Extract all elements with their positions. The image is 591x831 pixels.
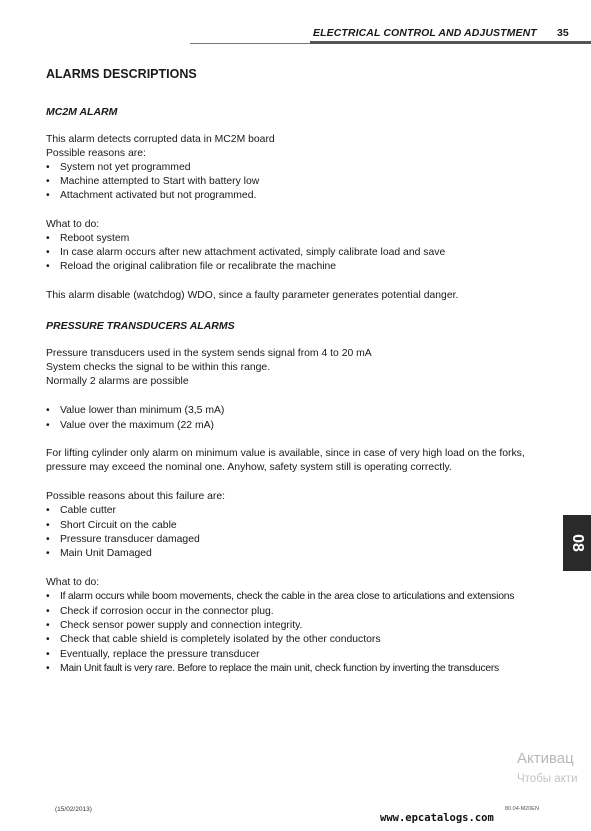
footer-date: (15/02/2013) [55,806,92,813]
page-title: ALARMS DESCRIPTIONS [46,67,197,81]
chapter-tab: 08 [563,515,591,571]
list-item: • In case alarm occurs after new attachment activated, simply calibrate load and save [46,247,446,258]
list-item: • Eventually, replace the pressure transducer [46,649,260,660]
section-title-pressure: PRESSURE TRANSDUCERS ALARMS [46,320,235,332]
list-item: • Check if corrosion occur in the connector plug. [46,606,274,617]
list-item: • Main Unit Damaged [46,548,152,559]
mc2m-intro-1: This alarm detects corrupted data in MC2M board [46,134,275,145]
list-item: • System not yet programmed [46,162,191,173]
list-item: • Short Circuit on the cable [46,520,177,531]
activation-watermark-line2: Чтобы акти [517,773,578,785]
list-item: • If alarm occurs while boom movements, check the cable in the area close to articulations and extensions [46,591,515,602]
mc2m-intro-2: Possible reasons are: [46,148,146,159]
list-item: • Check sensor power supply and connection integrity. [46,620,303,631]
header-title: ELECTRICAL CONTROL AND ADJUSTMENT [313,27,537,39]
list-item: • Value over the maximum (22 mA) [46,420,214,431]
pressure-intro-3: Normally 2 alarms are possible [46,376,189,387]
footer-site-link[interactable]: www.epcatalogs.com [380,812,494,824]
footer-code: 80.04-M20EN [505,806,539,812]
page-number: 35 [557,27,569,39]
pressure-note-1: For lifting cylinder only alarm on minimum value is available, since in case of very high load on the forks, [46,448,525,459]
list-item: • Value lower than minimum (3,5 mA) [46,405,225,416]
pressure-reasons-label: Possible reasons about this failure are: [46,491,226,502]
pressure-note-2: pressure may exceed the nominal one. Anyhow, safety system still is operating correctly. [46,462,452,473]
list-item: • Pressure transducer damaged [46,534,200,545]
list-item: • Attachment activated but not programmed. [46,190,257,201]
pressure-todo-label: What to do: [46,577,100,588]
mc2m-note: This alarm disable (watchdog) WDO, since a faulty parameter generates potential danger. [46,290,459,301]
pressure-intro-1: Pressure transducers used in the system sends signal from 4 to 20 mA [46,348,372,359]
list-item: • Main Unit fault is very rare. Before to replace the main unit, check function by inverting the transducers [46,663,499,674]
list-item: • Cable cutter [46,505,117,516]
list-item: • Reboot system [46,233,130,244]
pressure-intro-2: System checks the signal to be within this range. [46,362,271,373]
list-item: • Machine attempted to Start with battery low [46,176,260,187]
list-item: • Reload the original calibration file or recalibrate the machine [46,261,337,272]
list-item: • Check that cable shield is completely isolated by the other conductors [46,634,381,645]
activation-watermark-line1: Активац [517,750,574,767]
header-rule-thick [310,41,591,44]
section-title-mc2m: MC2M ALARM [46,106,118,118]
mc2m-todo-label: What to do: [46,219,100,230]
